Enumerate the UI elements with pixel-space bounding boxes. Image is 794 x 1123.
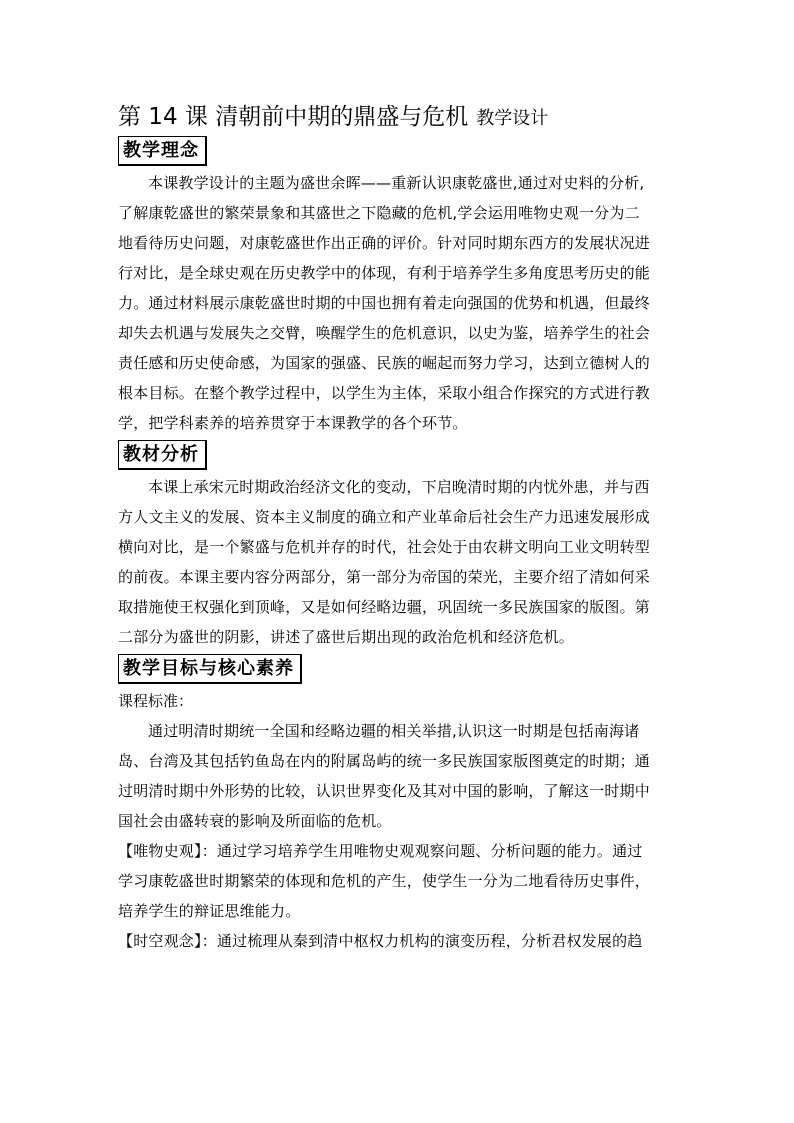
text-line: 【时空观念】：通过梳理从秦到清中枢权力机构的演变历程，分析君权发展的趋 <box>118 932 643 950</box>
title-main: 第 14 课 清朝前中期的鼎盛与危机 <box>118 104 469 130</box>
text-line: 二部分为盛世的阴影，讲述了盛世后期出现的政治危机和经济危机。 <box>118 628 575 646</box>
text-line: 【唯物史观】：通过学习培养学生用唯物史观观察问题、分析问题的能力。通过 <box>118 842 643 860</box>
text-line: 通过明清时期统一全国和经略边疆的相关举措,认识这一时期是包括南海诸 <box>148 722 640 740</box>
text-line: 了解康乾盛世的繁荣景象和其盛世之下隐藏的危机,学会运用唯物史观一分为二 <box>118 204 640 222</box>
text-line: 国社会由盛转衰的影响及所面临的危机。 <box>118 812 392 830</box>
document-page <box>118 100 678 956</box>
spacetime-paragraph <box>118 926 678 956</box>
text-line: 岛、台湾及其包括钓鱼岛在内的附属岛屿的统一多民族国家版图奠定的时期；通 <box>118 752 651 770</box>
concept-paragraph <box>118 168 678 438</box>
text-line: 学，把学科素养的培养贯穿于本课教学的各个环节。 <box>118 414 468 432</box>
text-line: 责任感和历史使命感，为国家的强盛、民族的崛起而努力学习，达到立德树人的 <box>118 354 651 372</box>
section-heading-material: 教材分析 <box>118 440 207 470</box>
text-line: 学习康乾盛世时期繁荣的体现和危机的产生，使学生一分为二地看待历史事件， <box>118 872 651 890</box>
text-line: 根本目标。在整个教学过程中，以学生为主体，采取小组合作探究的方式进行教 <box>118 384 651 402</box>
text-line: 地看待历史问题，对康乾盛世作出正确的评价。针对同时期东西方的发展状况进 <box>118 234 651 252</box>
material-paragraph <box>118 472 678 652</box>
materialism-paragraph <box>118 836 678 926</box>
text-line: 本课教学设计的主题为盛世余晖——重新认识康乾盛世,通过对史料的分析, <box>148 174 645 192</box>
section-heading-goals: 教学目标与核心素养 <box>118 654 302 684</box>
section-heading-concept: 教学理念 <box>118 136 207 166</box>
course-standard-label: 课程标准： <box>118 692 194 710</box>
text-line: 却失去机遇与发展失之交臂，唤醒学生的危机意识，以史为鉴，培养学生的社会 <box>118 324 651 342</box>
page-title <box>118 100 678 134</box>
title-suffix: 教学设计 <box>476 108 549 129</box>
standard-paragraph <box>118 716 678 836</box>
text-line: 过明清时期中外形势的比较，认识世界变化及其对中国的影响，了解这一时期中 <box>118 782 651 800</box>
text-line: 本课上承宋元时期政治经济文化的变动，下启晚清时期的内忧外患，并与西 <box>148 478 650 496</box>
text-line: 力。通过材料展示康乾盛世时期的中国也拥有着走向强国的优势和机遇，但最终 <box>118 294 651 312</box>
text-line: 取措施使王权强化到顶峰，又是如何经略边疆，巩固统一多民族国家的版图。第 <box>118 598 651 616</box>
text-line: 行对比，是全球史观在历史教学中的体现，有利于培养学生多角度思考历史的能 <box>118 264 651 282</box>
text-line: 的前夜。本课主要内容分两部分，第一部分为帝国的荣光，主要介绍了清如何采 <box>118 568 651 586</box>
text-line: 横向对比，是一个繁盛与危机并存的时代，社会处于由农耕文明向工业文明转型 <box>118 538 651 556</box>
text-line: 培养学生的辩证思维能力。 <box>118 902 301 920</box>
text-line: 方人文主义的发展、资本主义制度的确立和产业革命后社会生产力迅速发展形成 <box>118 508 651 526</box>
